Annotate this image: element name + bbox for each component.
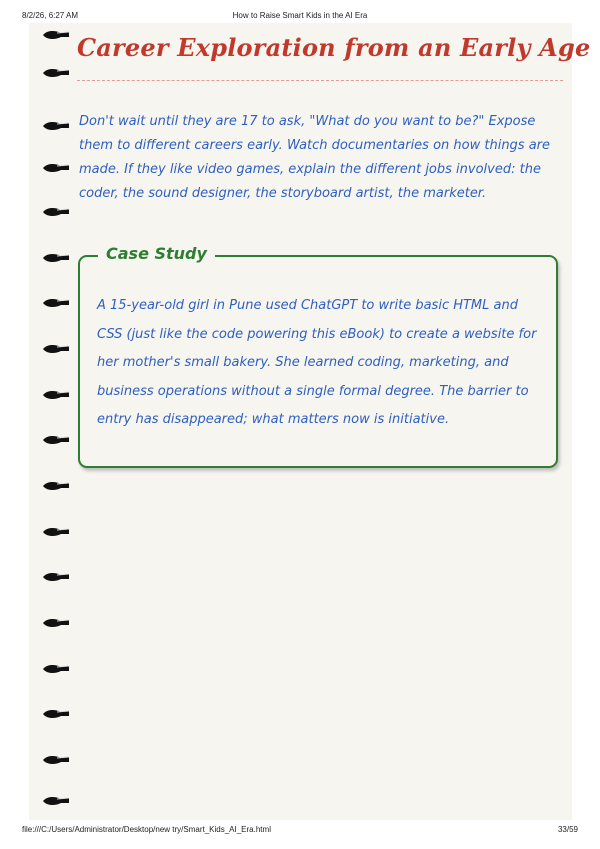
binder-ring-icon [41, 206, 71, 218]
binder-ring-icon [41, 526, 71, 538]
binder-ring-icon [41, 67, 71, 79]
print-page-indicator: 33/59 [557, 825, 578, 834]
binder-ring-icon [41, 120, 71, 132]
binder-ring-icon [41, 252, 71, 264]
binder-ring-icon [41, 297, 71, 309]
binder-ring-icon [41, 434, 71, 446]
print-header [0, 0, 600, 22]
binder-ring-icon [41, 480, 71, 492]
section-paragraph: Don't wait until they are 17 to ask, "What do you want to be?" Expose them to different careers early. Watch documentaries on how things are made. If they like video games, explain the different jobs involved: the coder, the sound designer, the storyboard artist, the marketer. [79, 114, 551, 201]
binder-ring-icon [41, 617, 71, 629]
binder-rings [29, 23, 69, 820]
case-study-box [78, 244, 558, 468]
binder-ring-icon [41, 708, 71, 720]
binder-ring-icon [41, 389, 71, 401]
binder-ring-icon [41, 571, 71, 583]
binder-ring-icon [41, 343, 71, 355]
binder-ring-icon [41, 754, 71, 766]
binder-ring-icon [41, 795, 71, 807]
heading-divider [77, 80, 563, 81]
binder-ring-icon [41, 29, 71, 41]
print-footer [0, 827, 600, 849]
case-study-text: A 15-year-old girl in Pune used ChatGPT to write basic HTML and CSS (just like the code powering this eBook) to create a website for her mother's small bakery. She learned coding, marketing, and business operations without a single formal degree. The barrier to entry has disappeared; what matters now is initiative. [97, 298, 537, 427]
print-document-title: How to Raise Smart Kids in the AI Era [232, 11, 368, 20]
binder-ring-icon [41, 663, 71, 675]
print-file-path: file:///C:/Users/Administrator/Desktop/new try/Smart_Kids_AI_Era.html [22, 825, 271, 834]
case-study-label: Case Study [98, 242, 215, 266]
binder-ring-icon [41, 162, 71, 174]
section-heading: Career Exploration from an Early Age [77, 33, 591, 62]
print-datetime: 8/2/26, 6:27 AM [22, 11, 79, 20]
notebook-page [29, 23, 591, 820]
